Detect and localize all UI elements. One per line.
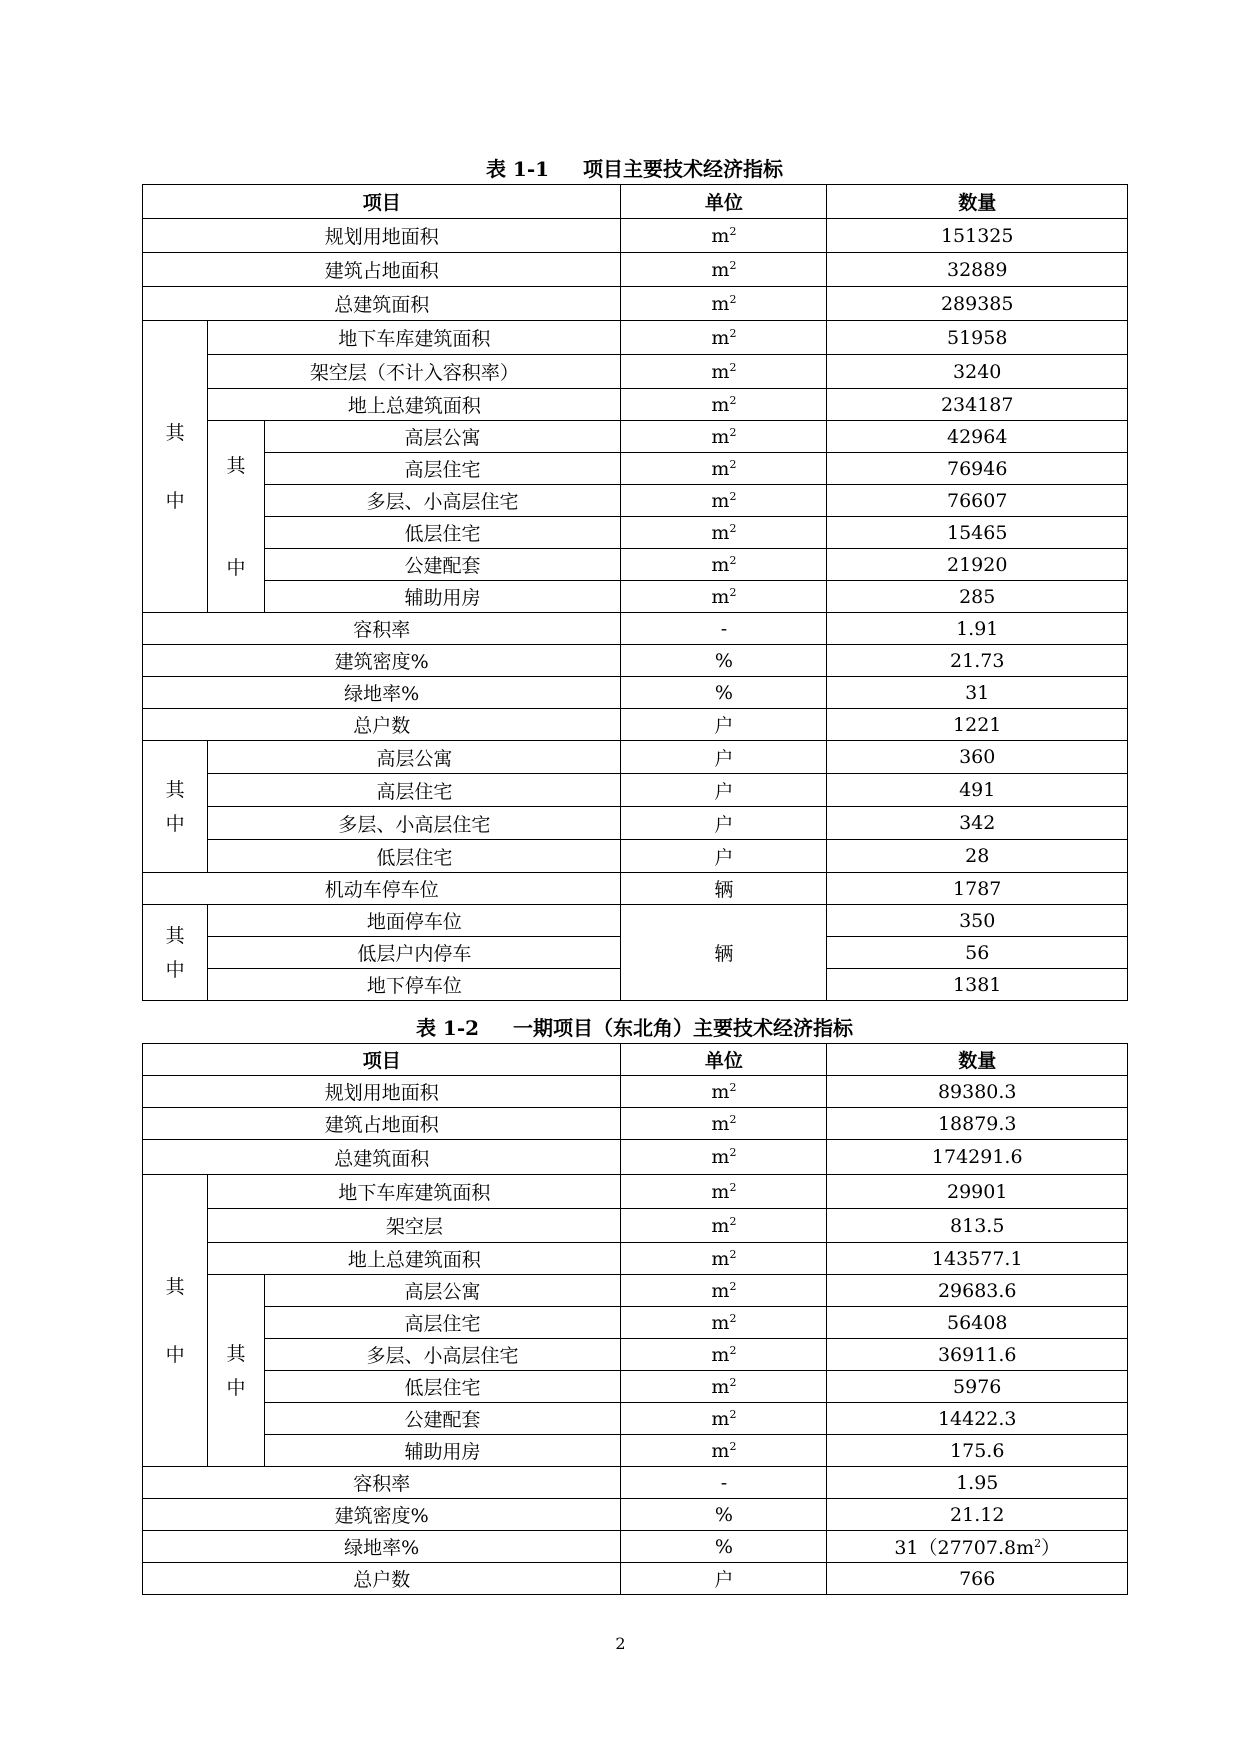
- table-row: [143, 709, 1128, 741]
- table-row: [143, 741, 1128, 774]
- table-row: [143, 905, 1128, 937]
- row-unit: $m^2$: [621, 1140, 827, 1175]
- table-row: [143, 677, 1128, 709]
- row-value: 5976: [827, 1371, 1128, 1403]
- row-label: 地下车库建筑面积: [208, 321, 621, 355]
- table-row: [143, 1307, 1128, 1339]
- table-row: [143, 1275, 1128, 1307]
- row-label: 地面停车位: [208, 905, 621, 937]
- row-label: 多层、小高层住宅: [208, 807, 621, 840]
- row-unit: %: [621, 677, 827, 709]
- row-value: 76607: [827, 485, 1128, 517]
- row-value: 29901: [827, 1175, 1128, 1209]
- row-value: 3240: [827, 355, 1128, 389]
- header-quantity: 数量: [827, 185, 1128, 219]
- row-label: 地上总建筑面积: [208, 389, 621, 421]
- row-value: 1.95: [827, 1467, 1128, 1499]
- table-row: [143, 253, 1128, 287]
- row-value: $31(27707.8m^2)$: [827, 1531, 1128, 1563]
- qizhong-group-label: 其 中: [143, 321, 208, 613]
- row-label: 低层住宅: [264, 1371, 621, 1403]
- table-row: [143, 453, 1128, 485]
- row-value: 56: [827, 937, 1128, 969]
- row-value: 36911.6: [827, 1339, 1128, 1371]
- table-row: [143, 321, 1128, 355]
- row-value: 813.5: [827, 1209, 1128, 1243]
- row-label: 绿地率%: [143, 1531, 621, 1563]
- table-row: [143, 1371, 1128, 1403]
- row-unit: %: [621, 1499, 827, 1531]
- row-label: 容积率: [143, 613, 621, 645]
- row-unit: $m^2$: [621, 1076, 827, 1108]
- row-unit: $m^2$: [621, 421, 827, 453]
- qizhong-parking-label: 其 中: [143, 905, 208, 1001]
- row-label: 多层、小高层住宅: [264, 1339, 621, 1371]
- row-label: 高层住宅: [264, 1307, 621, 1339]
- row-label: 低层住宅: [264, 517, 621, 549]
- row-label: 低层住宅: [208, 840, 621, 873]
- table-row: [143, 1243, 1128, 1275]
- row-label: 高层公寓: [208, 741, 621, 774]
- table-row: [143, 1140, 1128, 1175]
- row-unit: $m^2$: [621, 1371, 827, 1403]
- table1: [142, 184, 1128, 1001]
- table-row: [143, 287, 1128, 321]
- row-unit: $m^2$: [621, 1307, 827, 1339]
- row-value: 285: [827, 581, 1128, 613]
- header-item: 项目: [143, 185, 621, 219]
- table-row: [143, 1499, 1128, 1531]
- row-label: 总建筑面积: [143, 1140, 621, 1175]
- row-unit: %: [621, 645, 827, 677]
- row-label: 建筑占地面积: [143, 1108, 621, 1140]
- row-unit: %: [621, 1531, 827, 1563]
- row-unit: $m^2$: [621, 1435, 827, 1467]
- table-row: [143, 389, 1128, 421]
- table-row: [143, 774, 1128, 807]
- row-unit: $m^2$: [621, 287, 827, 321]
- table-row: [143, 1531, 1128, 1563]
- table2-header-row: [143, 1044, 1128, 1076]
- table1-header-row: [143, 185, 1128, 219]
- table2-caption-number: 表 1-2: [415, 1016, 480, 1040]
- table-row: [143, 840, 1128, 873]
- row-unit: $m^2$: [621, 1243, 827, 1275]
- row-label: 公建配套: [264, 549, 621, 581]
- row-unit: 户: [621, 840, 827, 873]
- row-value: 289385: [827, 287, 1128, 321]
- row-value: 151325: [827, 219, 1128, 253]
- row-value: 491: [827, 774, 1128, 807]
- row-value: 21.73: [827, 645, 1128, 677]
- row-unit: 户: [621, 807, 827, 840]
- table1-caption-number: 表 1-1: [485, 157, 550, 181]
- table-row: [143, 1108, 1128, 1140]
- row-value: 175.6: [827, 1435, 1128, 1467]
- row-unit: $m^2$: [621, 453, 827, 485]
- table2-caption: [142, 1017, 1127, 1039]
- page-number: 2: [615, 1634, 626, 1653]
- table-row: [143, 613, 1128, 645]
- row-unit: $m^2$: [621, 1209, 827, 1243]
- row-value: 143577.1: [827, 1243, 1128, 1275]
- row-label: 建筑占地面积: [143, 253, 621, 287]
- row-label: 架空层（不计入容积率）: [208, 355, 621, 389]
- header-quantity: 数量: [827, 1044, 1128, 1076]
- row-unit: 辆: [621, 873, 827, 905]
- row-value: 350: [827, 905, 1128, 937]
- table-row: [143, 219, 1128, 253]
- qizhong-group-label: 其 中: [143, 1175, 208, 1467]
- table-row: [143, 1435, 1128, 1467]
- qizhong-household-label: 其 中: [143, 741, 208, 873]
- row-unit: $m^2$: [621, 549, 827, 581]
- row-label: 地下车库建筑面积: [208, 1175, 621, 1209]
- table-row: [143, 549, 1128, 581]
- row-unit: 户: [621, 774, 827, 807]
- row-unit: $m^2$: [621, 389, 827, 421]
- row-unit: $m^2$: [621, 1275, 827, 1307]
- table-row: [143, 873, 1128, 905]
- row-value: 31: [827, 677, 1128, 709]
- row-label: 总户数: [143, 709, 621, 741]
- qizhong-subgroup-label: 其 中: [208, 421, 264, 613]
- row-label: 高层住宅: [208, 774, 621, 807]
- table-row: [143, 1076, 1128, 1108]
- table-row: [143, 1467, 1128, 1499]
- row-value: 234187: [827, 389, 1128, 421]
- header-unit: 单位: [621, 185, 827, 219]
- row-unit: 辆: [621, 905, 827, 1001]
- row-label: 高层公寓: [264, 421, 621, 453]
- table-row: [143, 645, 1128, 677]
- table-row: [143, 1209, 1128, 1243]
- row-unit: -: [621, 1467, 827, 1499]
- row-unit: 户: [621, 741, 827, 774]
- row-label: 总户数: [143, 1563, 621, 1595]
- row-value: 360: [827, 741, 1128, 774]
- row-label: 架空层: [208, 1209, 621, 1243]
- row-unit: 户: [621, 1563, 827, 1595]
- row-label: 容积率: [143, 1467, 621, 1499]
- row-value: 56408: [827, 1307, 1128, 1339]
- row-value: 18879.3: [827, 1108, 1128, 1140]
- table-row: [143, 807, 1128, 840]
- row-value: 1221: [827, 709, 1128, 741]
- table2-caption-title: 一期项目（东北角）主要技术经济指标: [513, 1016, 854, 1040]
- row-unit: $m^2$: [621, 1108, 827, 1140]
- row-unit: $m^2$: [621, 581, 827, 613]
- row-value: 32889: [827, 253, 1128, 287]
- table-row: [143, 517, 1128, 549]
- row-value: 29683.6: [827, 1275, 1128, 1307]
- row-label: 建筑密度%: [143, 645, 621, 677]
- row-value: 174291.6: [827, 1140, 1128, 1175]
- row-label: 规划用地面积: [143, 1076, 621, 1108]
- row-unit: $m^2$: [621, 253, 827, 287]
- row-value: 28: [827, 840, 1128, 873]
- row-value: 21920: [827, 549, 1128, 581]
- row-value: 766: [827, 1563, 1128, 1595]
- row-label: 公建配套: [264, 1403, 621, 1435]
- header-item: 项目: [143, 1044, 621, 1076]
- row-value: 1787: [827, 873, 1128, 905]
- row-unit: $m^2$: [621, 1403, 827, 1435]
- row-label: 总建筑面积: [143, 287, 621, 321]
- row-unit: $m^2$: [621, 517, 827, 549]
- header-unit: 单位: [621, 1044, 827, 1076]
- table-row: [143, 581, 1128, 613]
- row-unit: $m^2$: [621, 485, 827, 517]
- row-label: 辅助用房: [264, 1435, 621, 1467]
- row-unit: $m^2$: [621, 1175, 827, 1209]
- row-label: 高层公寓: [264, 1275, 621, 1307]
- table-row: [143, 485, 1128, 517]
- table1-caption: [142, 158, 1127, 180]
- row-unit: 户: [621, 709, 827, 741]
- table-row: [143, 1403, 1128, 1435]
- row-label: 地上总建筑面积: [208, 1243, 621, 1275]
- row-unit: $m^2$: [621, 219, 827, 253]
- row-label: 地下停车位: [208, 969, 621, 1001]
- row-value: 42964: [827, 421, 1128, 453]
- row-value: 342: [827, 807, 1128, 840]
- row-value: 51958: [827, 321, 1128, 355]
- row-value: 15465: [827, 517, 1128, 549]
- row-value: 76946: [827, 453, 1128, 485]
- row-unit: $m^2$: [621, 355, 827, 389]
- row-label: 辅助用房: [264, 581, 621, 613]
- row-label: 多层、小高层住宅: [264, 485, 621, 517]
- row-value: 89380.3: [827, 1076, 1128, 1108]
- row-label: 高层住宅: [264, 453, 621, 485]
- qizhong-subgroup-label: 其 中: [208, 1275, 264, 1467]
- row-unit: $m^2$: [621, 1339, 827, 1371]
- table-row: [143, 1339, 1128, 1371]
- row-label: 规划用地面积: [143, 219, 621, 253]
- table-row: [143, 355, 1128, 389]
- row-unit: -: [621, 613, 827, 645]
- table-row: [143, 1563, 1128, 1595]
- row-label: 绿地率%: [143, 677, 621, 709]
- row-value: 21.12: [827, 1499, 1128, 1531]
- row-label: 低层户内停车: [208, 937, 621, 969]
- row-unit: $m^2$: [621, 321, 827, 355]
- row-label: 机动车停车位: [143, 873, 621, 905]
- table-row: [143, 421, 1128, 453]
- row-label: 建筑密度%: [143, 1499, 621, 1531]
- table-row: [143, 1175, 1128, 1209]
- table1-caption-title: 项目主要技术经济指标: [583, 157, 784, 181]
- row-value: 1.91: [827, 613, 1128, 645]
- table2: [142, 1043, 1128, 1595]
- row-value: 1381: [827, 969, 1128, 1001]
- row-value: 14422.3: [827, 1403, 1128, 1435]
